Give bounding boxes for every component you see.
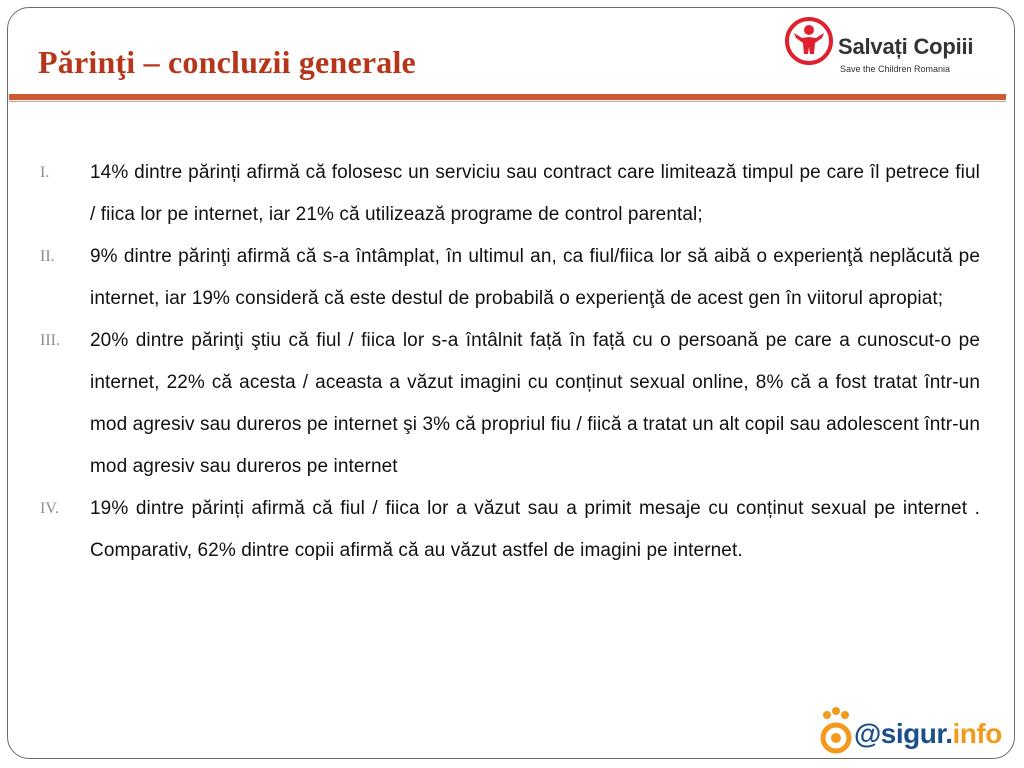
list-item-number: III. [40, 332, 60, 349]
list-item [40, 320, 980, 488]
salvati-copiii-tagline: Save the Children Romania [840, 64, 951, 74]
list-item [40, 152, 980, 236]
title-divider-thin [9, 101, 1006, 102]
list-item [40, 488, 980, 572]
list-item-text: 19% dintre părinți afirmă că fiul / fiica lor a văzut sau a primit mesaje cu conținut sexual pe internet . Comparativ, 62% dintre copii afirmă că au văzut astfel de imagini pe internet. [90, 498, 980, 561]
list-item [40, 236, 980, 320]
sigur-info-part1: @sigur. [854, 718, 953, 749]
sigur-info-logo [818, 706, 1002, 756]
list-item-text: 9% dintre părinţi afirmă că s-a întâmplat, în ultimul an, ca fiul/fiica lor să aibă o experienţă neplăcută pe internet, iar 19% consideră că este destul de probabilă o experienţă de acest gen în viitorul apropiat; [90, 246, 980, 309]
sigur-info-part2: info [952, 718, 1002, 749]
title-divider [9, 94, 1006, 100]
list-item-text: 20% dintre părinţi ştiu că fiul / fiica lor s-a întâlnit față în față cu o persoană pe care a cunoscut-o pe internet, 22% că acesta / aceasta a văzut imagini cu conținut sexual online, 8% că a fost tratat într-un mod agresiv sau dureros pe internet şi 3% că propriul fiu / fiică a tratat un alt copil sau adolescent într-un mod agresiv sau dureros pe internet [90, 330, 980, 477]
sigur-info-wordmark [854, 718, 1002, 750]
list-item-number: IV. [40, 500, 59, 517]
salvati-copiii-name: Salvați Copiii [838, 34, 974, 59]
list-item-text: 14% dintre părinți afirmă că folosesc un serviciu sau contract care limitează timpul pe care îl petrece fiul / fiica lor pe internet, iar 21% că utilizează programe de control parental; [90, 162, 980, 225]
conclusions-list [40, 152, 980, 572]
salvati-copiii-emblem-icon [784, 16, 834, 66]
slide-title: Părinţi – concluzii generale [38, 44, 416, 80]
list-item-number: I. [40, 164, 50, 181]
salvati-copiii-logo [784, 14, 994, 78]
paw-icon [818, 706, 854, 756]
list-item-number: II. [40, 248, 55, 265]
